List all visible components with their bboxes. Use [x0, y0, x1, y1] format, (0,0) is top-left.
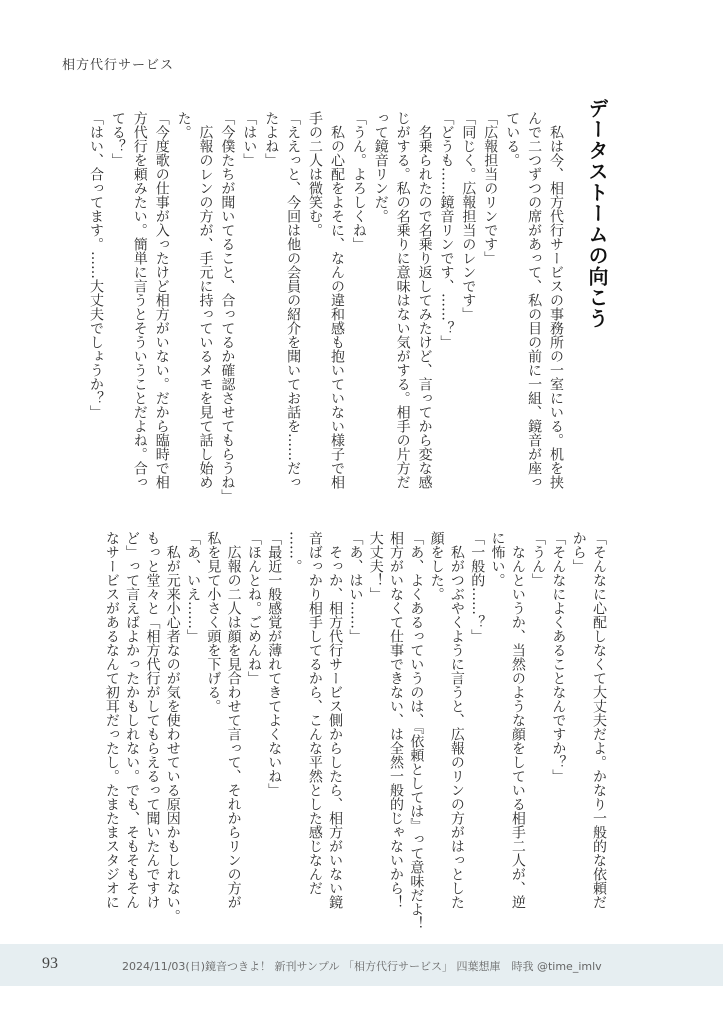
text-column: 「ほんとね。ごめんね」	[245, 531, 262, 685]
colophon-text: 2024/11/03(日)鏡音つきよ！ 新刊サンプル 「相方代行サービス」 四葉想庫 時我 @time_imlv	[122, 960, 602, 973]
text-column: 「どうも……鏡音リンです、……？」	[438, 111, 455, 349]
text-column: そっか、相方代行サービス側からしたら、相方がいない鏡	[327, 531, 344, 909]
text-column: 「うん」	[530, 531, 547, 587]
text-column: もっと堂々と「相方代行がしてもらえるって聞いたんですけ	[144, 531, 161, 909]
upper-text-block	[84, 111, 566, 503]
text-column: ……。	[286, 531, 303, 573]
text-column: んで二つずつの席があって、私の目の前に一組、鏡音が座っ	[526, 111, 543, 489]
text-column: 「今僕たちが聞いてること、合ってるか確認させてもらうね」	[219, 111, 236, 503]
text-column: 「そんなによくあることなんですか？」	[550, 531, 567, 783]
text-column: 「最近一般感覚が薄れてきてよくないね」	[266, 531, 283, 797]
text-column: てる？」	[109, 111, 126, 167]
text-column: 「あ、はい……」	[347, 531, 364, 643]
text-column: 音ばっかり相手してるから、こんな平然とした感じなんだ	[306, 531, 323, 895]
text-column: 私がつぶやくように言うと、広報のリンの方がはっとした	[448, 531, 465, 909]
page-number: 93	[42, 955, 58, 972]
chapter-title: データストームの向こう	[585, 98, 609, 329]
text-column: じがする。私の名乗りに意味はない気がする。相手の片方だ	[394, 111, 411, 489]
text-column: って鏡音リンだ。	[372, 111, 389, 223]
text-column: 「一般的……？」	[469, 531, 486, 643]
text-column: 私が元来小心者なのが気を使わせている原因かもしれない。	[164, 531, 181, 923]
text-column: 広報の二人は顔を見合わせて言って、それからリンの方が	[225, 531, 242, 909]
text-column: 方代行を頼みたい。簡単に言うとそういうことだよね。合っ	[131, 111, 148, 489]
text-column: に怖い。	[489, 531, 506, 587]
text-column: 相方がいなくて仕事できない、は全然一般的じゃないから！	[388, 531, 405, 909]
text-column: 広報のレンの方が、手元に持っているメモを見て話し始め	[197, 111, 214, 489]
text-column: なサービスがあるなんて初耳だったし。たまたまスタジオに	[103, 531, 120, 909]
text-column: ている。	[504, 111, 521, 167]
text-column: たよね」	[263, 111, 280, 167]
text-column: 顔をした。	[428, 531, 445, 601]
text-column: 「広報担当のリンです」	[482, 111, 499, 265]
text-column: 「うん。よろしくね」	[350, 111, 367, 251]
text-column: た。	[175, 111, 192, 139]
running-head: 相方代行サービス	[62, 58, 175, 73]
text-column: 大丈夫！」	[367, 531, 384, 601]
text-column: 「はい」	[241, 111, 258, 167]
text-column: 「あ、よくあるっていうのは、『依頼としては』って意味だよ！	[408, 531, 425, 930]
text-column: なんというか、当然のような顔をしている相手二人が、逆	[509, 531, 526, 909]
footer-bar	[0, 944, 723, 986]
text-column: 「はい、合ってます。……大丈夫でしょうか？」	[87, 111, 104, 419]
text-column: 「あ、いえ……」	[185, 531, 202, 643]
text-column: 私の心配をよそに、なんの違和感も抱いていない様子で相	[328, 111, 345, 489]
text-column: 私は今、相方代行サービスの事務所の一室にいる。机を挟	[548, 111, 564, 489]
lower-text-block	[102, 531, 609, 930]
text-column: 「同じく。広報担当のレンです」	[460, 111, 477, 321]
text-column: から」	[570, 531, 587, 573]
text-column: 手の二人は微笑む。	[307, 111, 324, 237]
text-column: 「そんなに心配しなくて大丈夫だよ。かなり一般的な依頼だ	[591, 531, 607, 909]
text-column: 「今度歌の仕事が入ったけど相方がいない。だから臨時で相	[153, 111, 170, 489]
text-column: 名乗られたので名乗り返してみたけど、言ってから変な感	[416, 111, 433, 489]
text-column: 「ええっと、今回は他の会員の紹介を聞いてお話を……だっ	[285, 111, 302, 489]
text-column: ど」って言えばよかったかもしれない。でも、そもそもそん	[124, 531, 141, 909]
text-column: 私を見て小さく頭を下げる。	[205, 531, 222, 713]
